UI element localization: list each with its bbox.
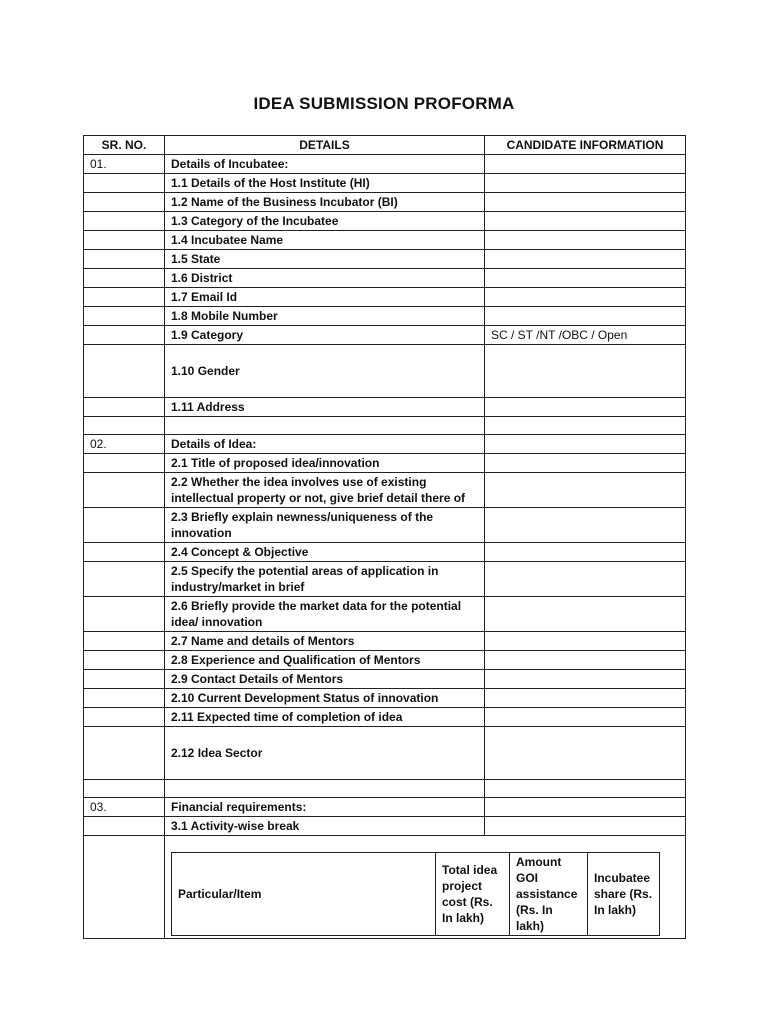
table-row <box>84 174 686 193</box>
table-row <box>84 231 686 250</box>
field-label: 2.7 Name and details of Mentors <box>165 632 485 651</box>
table-row <box>84 670 686 689</box>
answer-cell[interactable] <box>485 473 686 508</box>
goi-assistance-header: Amount GOI assistance (Rs. In lakh) <box>510 853 588 936</box>
total-cost-header: Total idea project cost (Rs. In lakh) <box>436 853 510 936</box>
field-label: 1.6 District <box>165 269 485 288</box>
answer-cell[interactable] <box>485 670 686 689</box>
answer-cell[interactable] <box>485 798 686 817</box>
table-row <box>84 435 686 454</box>
candidate-info-header: CANDIDATE INFORMATION <box>485 136 686 155</box>
answer-cell[interactable] <box>485 727 686 780</box>
table-row <box>84 326 686 345</box>
field-label: 2.12 Idea Sector <box>165 727 485 780</box>
answer-cell[interactable] <box>485 817 686 836</box>
field-label: 1.11 Address <box>165 398 485 417</box>
answer-cell[interactable] <box>485 231 686 250</box>
answer-cell[interactable] <box>485 454 686 473</box>
table-row <box>84 508 686 543</box>
blank-row <box>84 417 686 435</box>
particular-item-header: Particular/Item <box>172 853 436 936</box>
table-row <box>84 193 686 212</box>
table-row <box>84 798 686 817</box>
answer-cell[interactable] <box>485 174 686 193</box>
table-row <box>84 212 686 231</box>
field-label: 1.4 Incubatee Name <box>165 231 485 250</box>
field-label: 2.9 Contact Details of Mentors <box>165 670 485 689</box>
field-label: 1.7 Email Id <box>165 288 485 307</box>
answer-cell[interactable] <box>485 543 686 562</box>
table-row <box>84 307 686 326</box>
financial-breakdown-table <box>171 852 660 936</box>
answer-cell[interactable] <box>485 651 686 670</box>
table-row <box>84 689 686 708</box>
field-label: 1.2 Name of the Business Incubator (BI) <box>165 193 485 212</box>
header-row <box>84 136 686 155</box>
table-row <box>84 543 686 562</box>
answer-cell[interactable] <box>485 269 686 288</box>
field-label: 2.3 Briefly explain newness/uniqueness of the innovation <box>165 508 485 543</box>
field-label: 2.1 Title of proposed idea/innovation <box>165 454 485 473</box>
financial-row <box>84 836 686 939</box>
table-row <box>84 562 686 597</box>
answer-cell[interactable] <box>485 689 686 708</box>
incubatee-share-header: Incubatee share (Rs. In lakh) <box>588 853 660 936</box>
sr-number: 03. <box>84 798 165 817</box>
field-label: 1.1 Details of the Host Institute (HI) <box>165 174 485 193</box>
field-label: 2.6 Briefly provide the market data for the potential idea/ innovation <box>165 597 485 632</box>
table-row <box>84 708 686 727</box>
field-label: 2.2 Whether the idea involves use of existing intellectual property or not, give brief detail there of <box>165 473 485 508</box>
proforma-table <box>83 135 686 939</box>
answer-cell[interactable] <box>485 398 686 417</box>
answer-cell[interactable] <box>485 193 686 212</box>
field-label: 3.1 Activity-wise break <box>165 817 485 836</box>
table-row <box>84 632 686 651</box>
field-label: 1.3 Category of the Incubatee <box>165 212 485 231</box>
table-row <box>84 155 686 174</box>
answer-cell[interactable] <box>485 288 686 307</box>
answer-cell[interactable] <box>485 708 686 727</box>
field-label: 1.8 Mobile Number <box>165 307 485 326</box>
field-label: 2.4 Concept & Objective <box>165 543 485 562</box>
category-options[interactable]: SC / ST /NT /OBC / Open <box>485 326 686 345</box>
answer-cell[interactable] <box>485 155 686 174</box>
answer-cell[interactable] <box>485 212 686 231</box>
table-row <box>84 651 686 670</box>
sr-number: 02. <box>84 435 165 454</box>
answer-cell[interactable] <box>485 597 686 632</box>
field-label: 1.10 Gender <box>165 345 485 398</box>
table-row <box>84 727 686 780</box>
answer-cell[interactable] <box>485 508 686 543</box>
field-label: 1.5 State <box>165 250 485 269</box>
table-row <box>84 817 686 836</box>
answer-cell[interactable] <box>485 250 686 269</box>
sr-number: 01. <box>84 155 165 174</box>
details-header: DETAILS <box>165 136 485 155</box>
field-label: 2.10 Current Development Status of innovation <box>165 689 485 708</box>
answer-cell[interactable] <box>485 562 686 597</box>
table-row <box>84 597 686 632</box>
field-label: 2.5 Specify the potential areas of application in industry/market in brief <box>165 562 485 597</box>
table-row <box>84 288 686 307</box>
section-heading: Details of Incubatee: <box>165 155 485 174</box>
answer-cell[interactable] <box>485 632 686 651</box>
field-label: 2.8 Experience and Qualification of Mentors <box>165 651 485 670</box>
section-heading: Financial requirements: <box>165 798 485 817</box>
answer-cell[interactable] <box>485 307 686 326</box>
sr-no-header: SR. NO. <box>84 136 165 155</box>
answer-cell[interactable] <box>485 345 686 398</box>
answer-cell[interactable] <box>485 435 686 454</box>
table-row <box>84 454 686 473</box>
table-row <box>84 250 686 269</box>
table-row <box>84 269 686 288</box>
section-heading: Details of Idea: <box>165 435 485 454</box>
blank-row <box>84 780 686 798</box>
page-title: IDEA SUBMISSION PROFORMA <box>253 94 515 113</box>
table-row <box>84 398 686 417</box>
field-label: 2.11 Expected time of completion of idea <box>165 708 485 727</box>
field-label: 1.9 Category <box>165 326 485 345</box>
table-row <box>84 473 686 508</box>
table-row <box>84 345 686 398</box>
